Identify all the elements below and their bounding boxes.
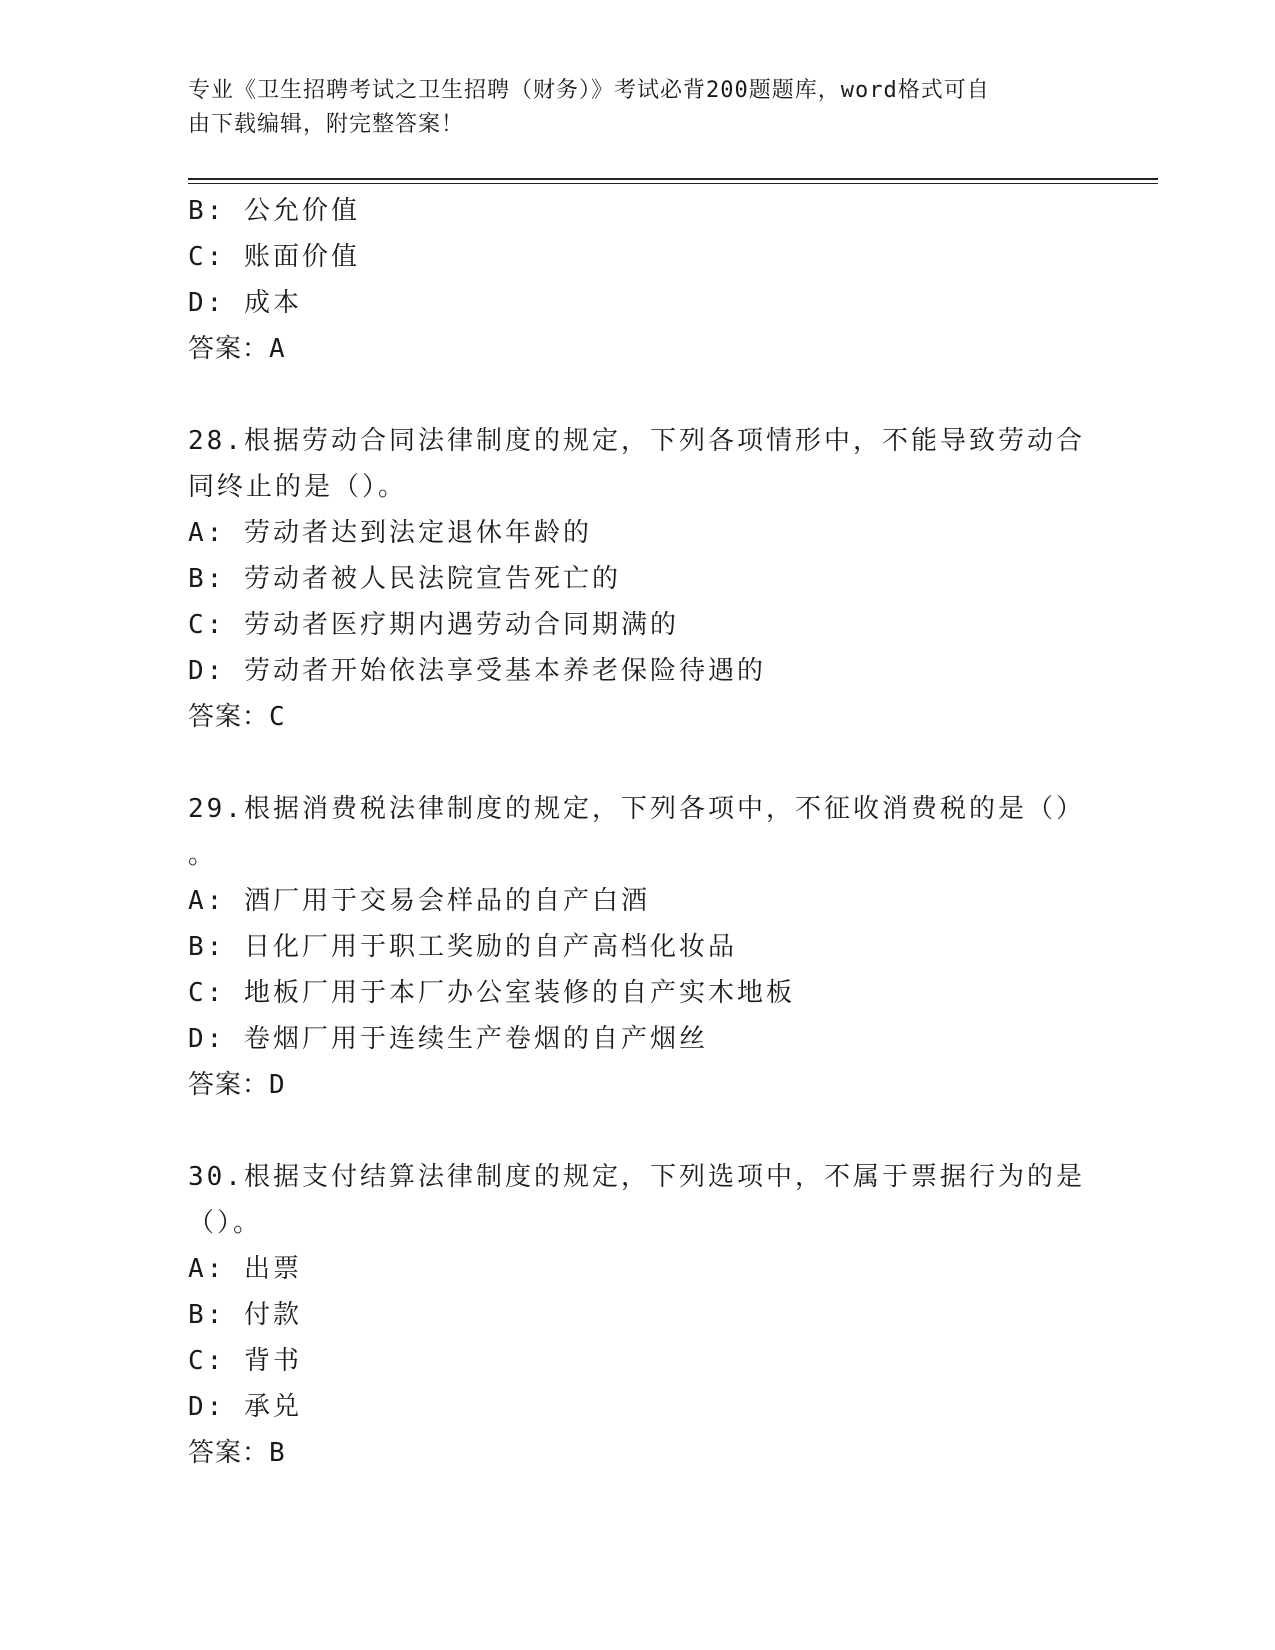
option-d: D: 成本 [188,288,302,318]
option-a: A: 劳动者达到法定退休年龄的 [188,518,592,548]
option-b: B: 日化厂用于职工奖励的自产高档化妆品 [188,932,737,962]
question-stem-line: 29.根据消费税法律制度的规定，下列各项中，不征收消费税的是（） [188,794,1085,824]
answer-label: 答案： [188,1438,270,1468]
question-stem-line: 28.根据劳动合同法律制度的规定，下列各项情形中，不能导致劳动合 [188,426,1085,456]
option-b: B: 付款 [188,1300,302,1330]
answer-value: B [269,1438,286,1468]
question-28 [188,418,1088,740]
option-c: C: 地板厂用于本厂办公室装修的自产实木地板 [188,978,795,1008]
question-stem-line: 。 [188,840,218,870]
answer-value: A [269,334,286,364]
option-a: A: 出票 [188,1254,302,1284]
question-stem-line: （）。 [188,1208,263,1238]
answer-value: C [269,702,286,732]
answer-label: 答案： [188,1070,270,1100]
option-c: C: 账面价值 [188,242,360,272]
spacer [188,740,1088,786]
answer-line [188,1062,1088,1108]
answer-line [188,326,1088,372]
option-d: D: 卷烟厂用于连续生产卷烟的自产烟丝 [188,1024,708,1054]
answer-label: 答案： [188,702,270,732]
question-stem-line: 同终止的是（）。 [188,472,408,502]
option-b: B: 公允价值 [188,196,360,226]
option-c: C: 背书 [188,1346,302,1376]
document-header [188,74,1088,142]
option-d: D: 劳动者开始依法享受基本养老保险待遇的 [188,656,766,686]
option-a: A: 酒厂用于交易会样品的自产白酒 [188,886,650,916]
spacer [188,1108,1088,1154]
document-content [188,188,1088,1476]
answer-value: D [269,1070,286,1100]
question-30 [188,1154,1088,1476]
previous-question-tail [188,188,1088,372]
header-rule-thick [188,178,1158,180]
question-stem-line: 30.根据支付结算法律制度的规定，下列选项中，不属于票据行为的是 [188,1162,1085,1192]
option-d: D: 承兑 [188,1392,302,1422]
header-rule-thin [188,183,1158,184]
header-line-2: 由下载编辑，附完整答案！ [188,112,465,137]
answer-line [188,1430,1088,1476]
question-29 [188,786,1088,1108]
answer-label: 答案： [188,334,270,364]
option-b: B: 劳动者被人民法院宣告死亡的 [188,564,621,594]
spacer [188,372,1088,418]
answer-line [188,694,1088,740]
option-c: C: 劳动者医疗期内遇劳动合同期满的 [188,610,679,640]
header-line-1: 专业《卫生招聘考试之卫生招聘（财务）》考试必背200题题库，word格式可自 [188,78,990,103]
